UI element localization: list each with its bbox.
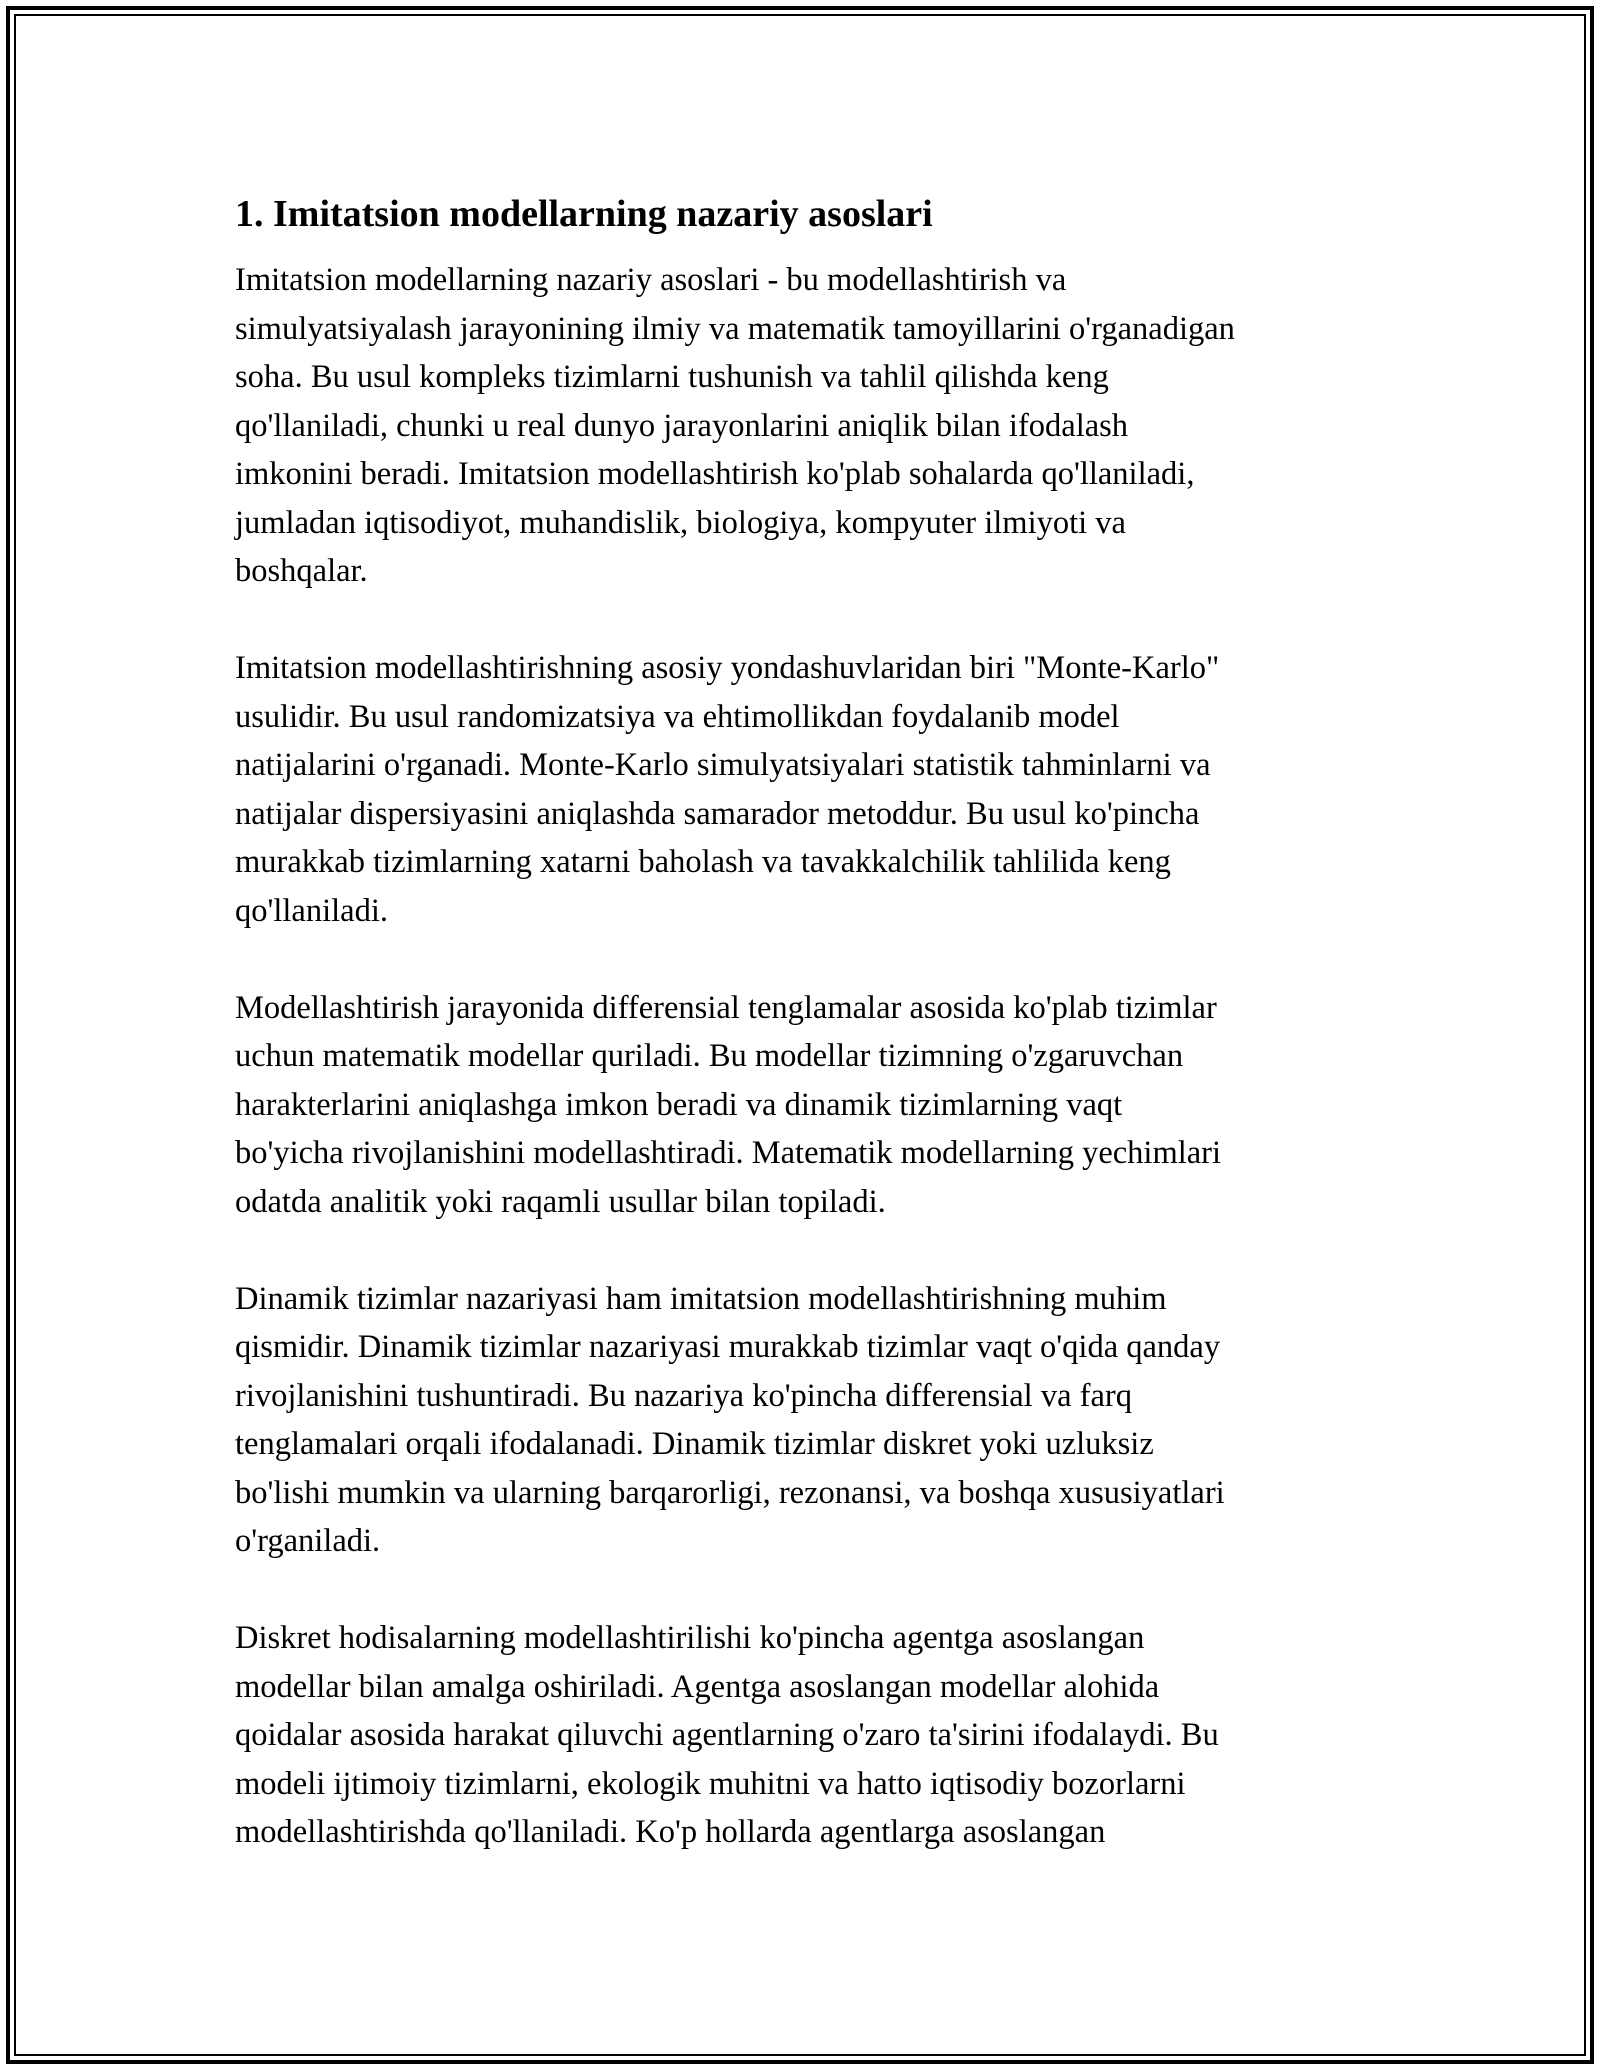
text-line: boshqalar. [235,553,368,589]
text-line: natijalarini o'rganadi. Monte-Karlo simulyatsiyalari statistik tahminlarni va [235,747,1211,783]
text-line: natijalar dispersiyasini aniqlashda samarador metoddur. Bu usul ko'pincha [235,795,1200,832]
text-line: Dinamik tizimlar nazariyasi ham imitatsion modellashtirishning muhim [235,1280,1167,1317]
text-line: bo'lishi mumkin va ularning barqarorligi, rezonansi, va boshqa xususiyatlari [235,1474,1225,1511]
text-line: qismidir. Dinamik tizimlar nazariyasi murakkab tizimlar vaqt o'qida qanday [235,1329,1221,1365]
paragraph-5 [235,1614,1370,1857]
text-line: Imitatsion modellashtirishning asosiy yondashuvlaridan biri "Monte-Karlo" [235,650,1220,686]
text-line: modellashtirishda qo'llaniladi. Ko'p hollarda agentlarga asoslangan [235,1814,1106,1850]
text-line: imkonini beradi. Imitatsion modellashtirish ko'plab sohalarda qo'llaniladi, [235,456,1195,492]
text-line: murakkab tizimlarning xatarni baholash va tavakkalchilik tahlilida keng [235,844,1171,880]
document-body [235,188,1370,1905]
section-heading: 1. Imitatsion modellarning nazariy asoslari [235,193,933,235]
text-line: usulidir. Bu usul randomizatsiya va ehtimollikdan foydalanib model [235,698,1120,735]
text-line: Diskret hodisalarning modellashtirilishi ko'pincha agentga asoslangan [235,1620,1145,1656]
text-line: harakterlarini aniqlashga imkon beradi va dinamik tizimlarning vaqt [235,1086,1123,1123]
text-line: modeli ijtimoiy tizimlarni, ekologik muhitni va hatto iqtisodiy bozorlarni [235,1765,1186,1802]
text-line: modellar bilan amalga oshiriladi. Agentga asoslangan modellar alohida [235,1668,1160,1705]
text-line: soha. Bu usul kompleks tizimlarni tushunish va tahlil qilishda keng [235,359,1109,395]
text-line: simulyatsiyalash jarayonining ilmiy va matematik tamoyillarini o'rganadigan [235,310,1235,347]
paragraph-4 [235,1275,1370,1566]
text-line: Imitatsion modellarning nazariy asoslari - bu modellashtirish va [235,262,1067,298]
text-line: qo'llaniladi. [235,892,388,929]
text-line: Modellashtirish jarayonida differensial tenglamalar asosida ko'plab tizimlar [235,989,1217,1026]
paragraph-list [235,256,1370,1857]
paragraph-1 [235,256,1370,596]
text-line: jumladan iqtisodiyot, muhandislik, biologiya, kompyuter ilmiyoti va [235,504,1126,541]
paragraph-2 [235,644,1370,935]
paragraph-3 [235,984,1370,1227]
text-line: odatda analitik yoki raqamli usullar bilan topiladi. [235,1183,886,1220]
text-line: uchun matematik modellar quriladi. Bu modellar tizimning o'zgaruvchan [235,1038,1184,1074]
text-line: tenglamalari orqali ifodalanadi. Dinamik tizimlar diskret yoki uzluksiz [235,1426,1154,1462]
text-line: o'rganiladi. [235,1523,381,1559]
text-line: bo'yicha rivojlanishini modellashtiradi. Matematik modellarning yechimlari [235,1135,1222,1171]
text-line: qo'llaniladi, chunki u real dunyo jarayonlarini aniqlik bilan ifodalash [235,407,1129,444]
text-line: qoidalar asosida harakat qiluvchi agentlarning o'zaro ta'sirini ifodalaydi. Bu [235,1717,1219,1753]
text-line: rivojlanishini tushuntiradi. Bu nazariya ko'pincha differensial va farq [235,1377,1132,1414]
